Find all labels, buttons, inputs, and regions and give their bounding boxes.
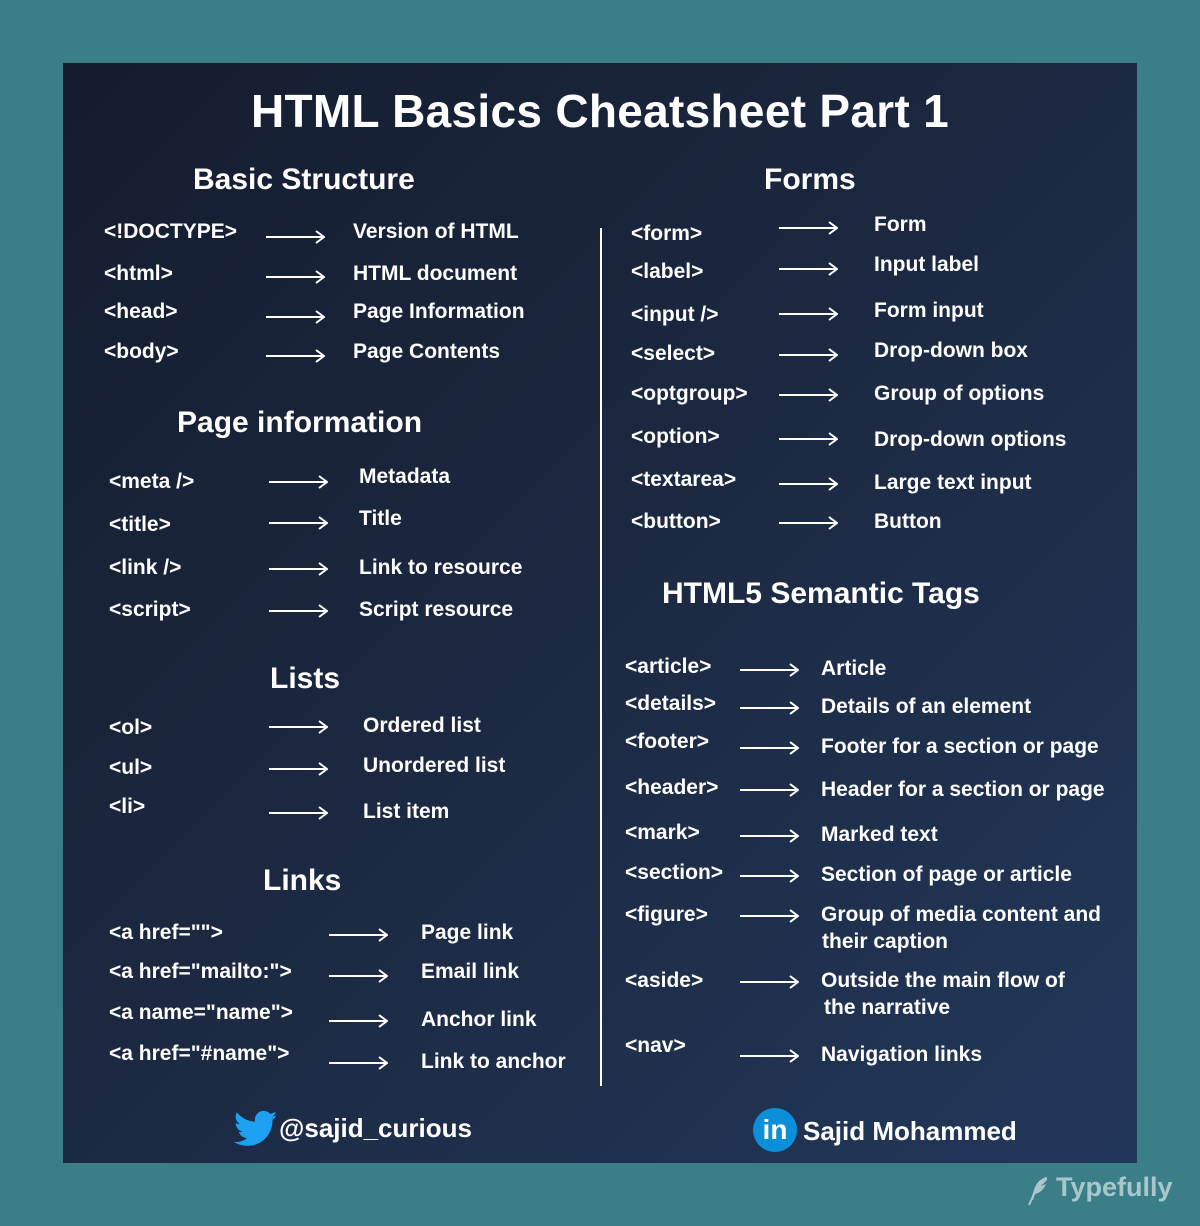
page-title: HTML Basics Cheatsheet Part 1 [250,85,950,137]
right-arrow-icon [329,969,388,983]
tag-label: <head> [104,300,178,323]
right-arrow-icon [779,221,838,235]
twitter-icon [234,1110,278,1148]
tag-description: Metadata [359,465,451,488]
tag-description: Anchor link [421,1008,537,1031]
tag-description: Page Information [353,300,525,323]
tag-label: <details> [625,692,717,715]
tag-label: <a href="#name"> [109,1042,290,1065]
tag-description: Details of an element [821,695,1032,718]
tag-label: <script> [109,598,191,621]
tag-label: <section> [625,861,724,884]
right-arrow-icon [329,928,388,942]
tag-description: Footer for a section or page [821,735,1099,758]
tag-label: <ol> [109,716,153,739]
tag-label: <html> [104,262,173,285]
right-arrow-icon [266,349,325,363]
tag-label: <figure> [625,903,708,926]
tag-description: Version of HTML [353,220,519,243]
tag-label: <footer> [625,730,710,753]
tag-description: Marked text [821,823,938,846]
tag-description: HTML document [353,262,518,285]
tag-description: Input label [874,253,979,276]
tag-label: <a href="mailto:"> [109,960,292,983]
right-arrow-icon [740,783,799,797]
right-arrow-icon [779,477,838,491]
tag-description: Form [874,213,927,236]
right-arrow-icon [779,516,838,530]
right-arrow-icon [779,432,838,446]
tag-description: Link to anchor [421,1050,566,1073]
right-arrow-icon [740,909,799,923]
right-arrow-icon [269,475,328,489]
twitter-handle: @sajid_curious [279,1113,472,1143]
tag-label: <article> [625,655,712,678]
right-arrow-icon [740,663,799,677]
section-heading-forms: Forms [764,163,856,196]
right-arrow-icon [740,701,799,715]
tag-label: <form> [631,222,703,245]
tag-description-continued: their caption [822,930,949,953]
tag-label: <body> [104,340,179,363]
tag-label: <meta /> [109,470,195,493]
tag-description: Button [874,510,942,533]
tag-description: Article [821,657,887,680]
tag-label: <textarea> [631,468,737,491]
tag-label: <button> [631,510,721,533]
tag-description: Drop-down options [874,428,1067,451]
right-arrow-icon [329,1014,388,1028]
right-arrow-icon [779,307,838,321]
right-arrow-icon [266,310,325,324]
tag-label: <title> [109,513,171,536]
section-heading-semantic: HTML5 Semantic Tags [662,577,980,610]
linkedin-name: Sajid Mohammed [803,1116,1017,1146]
tag-description: Ordered list [363,714,481,737]
tag-description: Header for a section or page [821,778,1105,801]
tag-label: <header> [625,776,719,799]
section-heading-basic-structure: Basic Structure [193,163,415,196]
tag-description: Group of options [874,382,1045,405]
tag-label: <a name="name"> [109,1001,293,1024]
tag-description: List item [363,800,450,823]
tag-label: <!DOCTYPE> [104,220,238,243]
tag-description: Form input [874,299,984,322]
tag-label: <mark> [625,821,700,844]
tag-description: Script resource [359,598,514,621]
tag-description: Title [359,507,402,530]
tag-label: <label> [631,260,704,283]
tag-label: <option> [631,425,720,448]
right-arrow-icon [779,388,838,402]
right-arrow-icon [740,975,799,989]
linkedin-icon: in [753,1108,797,1152]
tag-label: <optgroup> [631,382,748,405]
right-arrow-icon [269,720,328,734]
right-arrow-icon [779,262,838,276]
right-arrow-icon [329,1056,388,1070]
tag-description: Page Contents [353,340,501,363]
right-arrow-icon [269,604,328,618]
right-arrow-icon [740,869,799,883]
section-heading-links: Links [263,864,342,897]
right-arrow-icon [779,348,838,362]
right-arrow-icon [269,762,328,776]
right-arrow-icon [269,806,328,820]
brand-name: Typefully [1056,1172,1173,1202]
right-arrow-icon [740,1049,799,1063]
tag-label: <input /> [631,303,719,326]
section-heading-page-information: Page information [177,406,423,439]
tag-description: Navigation links [821,1043,983,1066]
tag-description: Outside the main flow of [821,969,1065,992]
tag-description: Section of page or article [821,863,1072,886]
column-divider [600,228,602,1086]
right-arrow-icon [269,516,328,530]
tag-label: <aside> [625,969,704,992]
tag-description: Link to resource [359,556,523,579]
tag-label: <select> [631,342,716,365]
right-arrow-icon [740,741,799,755]
feather-icon [1026,1176,1050,1206]
tag-description-continued: the narrative [824,996,951,1019]
tag-description: Email link [421,960,520,983]
tag-label: <a href=""> [109,921,223,944]
tag-description: Unordered list [363,754,506,777]
tag-label: <ul> [109,756,153,779]
tag-description: Group of media content and [821,903,1102,926]
right-arrow-icon [269,562,328,576]
tag-description: Drop-down box [874,339,1028,362]
tag-label: <link /> [109,556,182,579]
tag-description: Page link [421,921,514,944]
tag-label: <li> [109,795,146,818]
tag-description: Large text input [874,471,1032,494]
right-arrow-icon [266,230,325,244]
right-arrow-icon [266,270,325,284]
right-arrow-icon [740,829,799,843]
tag-label: <nav> [625,1034,686,1057]
section-heading-lists: Lists [270,662,341,695]
